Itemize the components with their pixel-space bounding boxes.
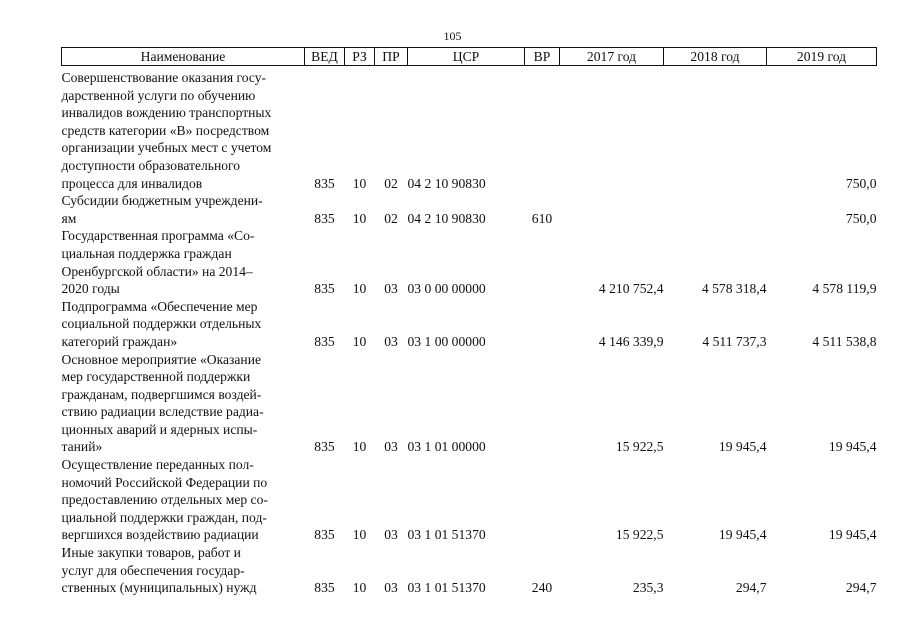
row-ved: 835 [314, 527, 335, 543]
row-pr: 03 [384, 439, 398, 455]
row-2019: 4 511 538,8 [812, 333, 877, 349]
row-vr: 610 [531, 210, 553, 226]
row-2019: 750,0 [845, 175, 877, 191]
header-row [62, 48, 877, 66]
row-2018 [664, 69, 767, 192]
table-row [62, 351, 877, 457]
row-2017 [560, 192, 664, 227]
table-body [62, 66, 877, 597]
row-pr: 02 [384, 210, 398, 226]
table-row [62, 227, 877, 297]
row-csr: 03 1 00 00000 [407, 333, 486, 349]
table-row [62, 298, 877, 351]
row-2019: 19 945,4 [828, 527, 877, 543]
row-rz: 10 [352, 439, 367, 455]
col-header-vr: ВР [525, 48, 560, 66]
row-ved: 835 [314, 580, 335, 596]
table-header [62, 48, 877, 66]
row-name: Иные закупки товаров, работ и услуг для обеспечения государ- ственных (муниципальных) нужд [61, 545, 257, 596]
row-rz: 10 [352, 281, 367, 297]
row-rz: 10 [352, 580, 367, 596]
row-pr: 03 [384, 580, 398, 596]
row-csr: 03 0 00 00000 [407, 281, 486, 297]
table-row [62, 69, 877, 192]
row-csr: 03 1 01 51370 [407, 527, 486, 543]
row-name: Государственная программа «Со- циальная поддержка граждан Оренбургской области» на 2014– 2020 годы [61, 228, 255, 297]
row-2017 [560, 69, 664, 192]
row-2018: 4 511 737,3 [702, 333, 767, 349]
row-csr: 03 1 01 51370 [407, 580, 486, 596]
col-header-2018: 2018 год [664, 48, 767, 66]
col-header-pr: ПР [375, 48, 408, 66]
row-rz: 10 [352, 175, 367, 191]
row-2019: 294,7 [845, 580, 877, 596]
col-header-csr: ЦСР [408, 48, 525, 66]
row-csr: 04 2 10 90830 [407, 175, 486, 191]
row-vr: 240 [531, 580, 553, 596]
row-vr [525, 351, 560, 457]
row-vr [525, 227, 560, 297]
row-2017: 15 922,5 [615, 527, 664, 543]
row-2017: 235,3 [632, 580, 664, 596]
row-vr [525, 456, 560, 544]
row-rz: 10 [352, 333, 367, 349]
row-rz: 10 [352, 527, 367, 543]
col-header-ved: ВЕД [305, 48, 345, 66]
row-ved: 835 [314, 439, 335, 455]
col-header-2017: 2017 год [560, 48, 664, 66]
table-row [62, 544, 877, 597]
row-2018: 4 578 318,4 [701, 281, 767, 297]
row-pr: 03 [384, 333, 398, 349]
col-header-rz: РЗ [345, 48, 375, 66]
row-2018 [664, 192, 767, 227]
table-row [62, 192, 877, 227]
row-2017: 15 922,5 [615, 439, 664, 455]
row-pr: 03 [384, 281, 398, 297]
col-header-2019: 2019 год [767, 48, 877, 66]
row-name: Совершенствование оказания госу- дарственной услуги по обучению инвалидов вождению транспортных средств категории «В» посредством организации учебных мест с учетом доступности образовательного процесса для инвалидов [61, 70, 272, 191]
row-name: Подпрограмма «Обеспечение мер социальной поддержки отдельных категорий граждан» [61, 298, 262, 349]
row-ved: 835 [314, 210, 335, 226]
row-ved: 835 [314, 281, 335, 297]
row-2019: 19 945,4 [828, 439, 877, 455]
row-ved: 835 [314, 333, 335, 349]
row-2018: 19 945,4 [718, 439, 767, 455]
row-pr: 02 [384, 175, 398, 191]
row-csr: 03 1 01 00000 [407, 439, 486, 455]
row-2017: 4 146 339,9 [598, 333, 664, 349]
table-row [62, 456, 877, 544]
page-number: 105 [443, 29, 462, 43]
row-2019: 750,0 [845, 210, 877, 226]
row-ved: 835 [314, 175, 335, 191]
row-name: Основное мероприятие «Оказание мер государственной поддержки гражданам, подвергшимся воздей- ствию радиации вследствие радиа- ционных аварий и ядерных испы- таний» [61, 351, 264, 455]
budget-table [61, 47, 877, 597]
row-2019: 4 578 119,9 [812, 281, 877, 297]
row-rz: 10 [352, 210, 367, 226]
row-2017: 4 210 752,4 [598, 281, 664, 297]
row-2018: 19 945,4 [718, 527, 767, 543]
row-pr: 03 [384, 527, 398, 543]
col-header-name: Наименование [62, 48, 305, 66]
row-vr [525, 298, 560, 351]
row-2018: 294,7 [735, 580, 767, 596]
row-name: Субсидии бюджетным учреждени- ям [61, 193, 263, 226]
row-name: Осуществление переданных пол- номочий Российской Федерации по предоставлению отдельных мер со- циальной поддержки граждан, под- вергшихся воздействию радиации [61, 457, 268, 543]
row-vr [525, 69, 560, 192]
row-csr: 04 2 10 90830 [407, 210, 486, 226]
